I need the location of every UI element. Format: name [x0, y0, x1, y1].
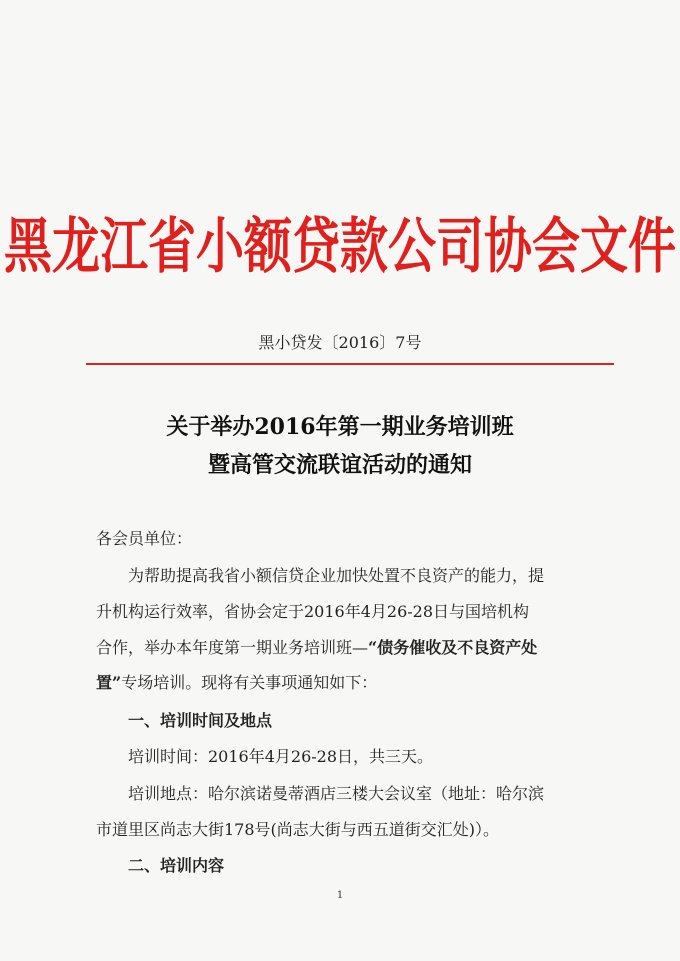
paragraph-1-line-4-text: 专场培训。现将有关事项通知如下： — [121, 673, 378, 692]
training-topic-emphasis: “债务催收及不良资产处 — [368, 638, 538, 657]
section-2-heading: 二、培训内容 — [128, 856, 225, 875]
org-header-title: 黑龙江省小额贷款公司协会文件 — [3, 211, 676, 282]
red-divider-rule — [86, 363, 614, 365]
paragraph-1-line-1: 为帮助提高我省小额信贷企业加快处置不良资产的能力，提 — [128, 566, 545, 585]
notice-title-line-1: 关于举办2016年第一期业务培训班 — [166, 414, 514, 440]
section-1-heading: 一、培训时间及地点 — [128, 711, 273, 730]
training-topic-emphasis-end: 置” — [96, 673, 122, 692]
salutation: 各会员单位： — [96, 529, 193, 548]
paragraph-1-line-4 — [96, 670, 377, 693]
page-number: 1 — [336, 890, 344, 901]
paragraph-1-line-3-text: 合作，举办本年度第一期业务培训班— — [96, 638, 369, 657]
notice-title-line-2: 暨高管交流联谊活动的通知 — [207, 452, 472, 478]
training-time: 培训时间：2016年4月26-28日，共三天。 — [128, 747, 434, 766]
document-number: 黑小贷发〔2016〕7号 — [258, 333, 422, 352]
paragraph-1-line-3 — [96, 635, 537, 658]
training-place-line-2: 市道里区尚志大街178号(尚志大街与西五道街交汇处)）。 — [96, 820, 500, 839]
paragraph-1-line-2: 升机构运行效率，省协会定于2016年4月26-28日与国培机构 — [96, 602, 530, 621]
training-place-line-1: 培训地点：哈尔滨诺曼蒂酒店三楼大会议室（地址：哈尔滨 — [128, 784, 545, 803]
